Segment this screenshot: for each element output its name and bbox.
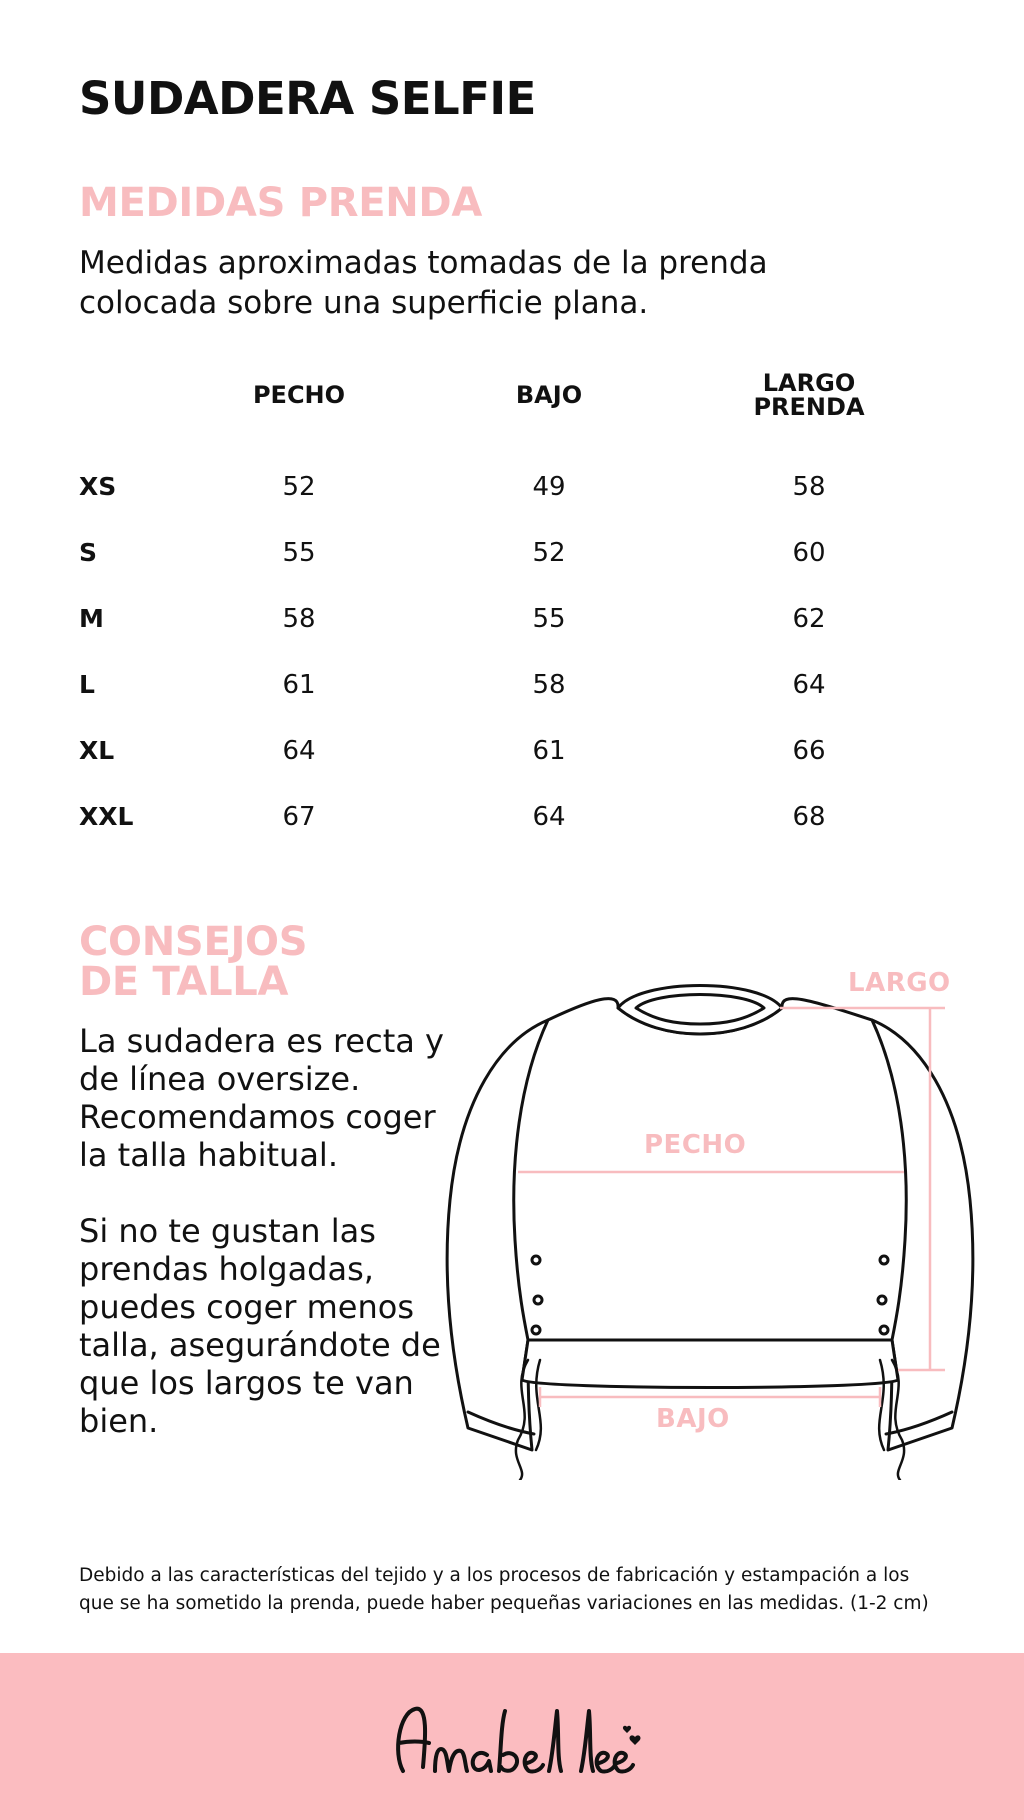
bajo-value: 52 <box>532 538 566 568</box>
column-header-bajo: BAJO <box>515 381 583 409</box>
pecho-value: 67 <box>282 802 316 832</box>
advice-paragraph <box>79 1212 459 1440</box>
bajo-value: 55 <box>532 604 566 634</box>
size-label: L <box>79 670 95 699</box>
advice-heading-line: DE TALLA <box>79 959 289 1005</box>
bajo-value: 58 <box>532 670 566 700</box>
measures-intro <box>79 243 839 323</box>
size-label: XS <box>79 472 117 501</box>
column-header-pecho: PECHO <box>252 381 346 409</box>
advice-line: bien. <box>79 1402 159 1440</box>
advice-text <box>79 1022 459 1478</box>
sweatshirt-illustration-icon <box>440 960 1000 1480</box>
column-header-largo <box>729 360 889 430</box>
footnote-line: Debido a las características del tejido y a los procesos de fabricación y estampación a los <box>79 1565 910 1586</box>
largo-value: 60 <box>792 538 826 568</box>
largo-value: 68 <box>792 802 826 832</box>
footnote <box>79 1562 979 1618</box>
pecho-value: 55 <box>282 538 316 568</box>
advice-line: puedes coger menos <box>79 1288 415 1326</box>
advice-line: La sudadera es recta y <box>79 1022 444 1060</box>
largo-value: 66 <box>792 736 826 766</box>
table-row <box>79 731 959 771</box>
largo-value: 58 <box>792 472 826 502</box>
largo-value: 62 <box>792 604 826 634</box>
size-label: XXL <box>79 802 134 831</box>
table-row <box>79 533 959 573</box>
table-row <box>79 665 959 705</box>
table-row <box>79 797 959 837</box>
table-row <box>79 467 959 507</box>
advice-line: Si no te gustan las <box>79 1212 376 1250</box>
advice-line: de línea oversize. <box>79 1060 361 1098</box>
table-row <box>79 599 959 639</box>
page-title: SUDADERA SELFIE <box>79 72 536 125</box>
advice-heading-line: CONSEJOS <box>79 919 308 965</box>
advice-line: que los largos te van <box>79 1364 414 1402</box>
anabel-lee-logo <box>385 1693 645 1783</box>
sweatshirt-diagram <box>440 960 1000 1480</box>
measures-heading: MEDIDAS PRENDA <box>79 180 482 226</box>
intro-line: colocada sobre una superficie plana. <box>79 285 649 321</box>
column-header-largo-line: LARGO <box>762 369 856 397</box>
largo-value: 64 <box>792 670 826 700</box>
pecho-value: 58 <box>282 604 316 634</box>
footnote-line: que se ha sometido la prenda, puede haber pequeñas variaciones en las medidas. (1-2 cm) <box>79 1593 929 1614</box>
heart-icon <box>630 1735 641 1745</box>
pecho-value: 64 <box>282 736 316 766</box>
diagram-label-bajo: BAJO <box>656 1404 730 1434</box>
bajo-value: 64 <box>532 802 566 832</box>
footer-band <box>0 1653 1024 1820</box>
pecho-value: 61 <box>282 670 316 700</box>
advice-line: talla, asegurándote de <box>79 1326 441 1364</box>
bajo-value: 49 <box>532 472 566 502</box>
diagram-label-largo: LARGO <box>848 968 951 998</box>
size-label: XL <box>79 736 115 765</box>
intro-line: Medidas aproximadas tomadas de la prenda <box>79 245 768 281</box>
bajo-value: 61 <box>532 736 566 766</box>
advice-line: la talla habitual. <box>79 1136 338 1174</box>
size-label: S <box>79 538 98 567</box>
pecho-value: 52 <box>282 472 316 502</box>
column-header-largo-line: PRENDA <box>753 393 865 421</box>
size-label: M <box>79 604 104 633</box>
advice-paragraph <box>79 1022 459 1174</box>
advice-line: prendas holgadas, <box>79 1250 374 1288</box>
advice-line: Recomendamos coger <box>79 1098 436 1136</box>
heart-icon <box>623 1726 631 1733</box>
diagram-label-pecho: PECHO <box>644 1130 747 1160</box>
advice-heading <box>79 919 379 1005</box>
